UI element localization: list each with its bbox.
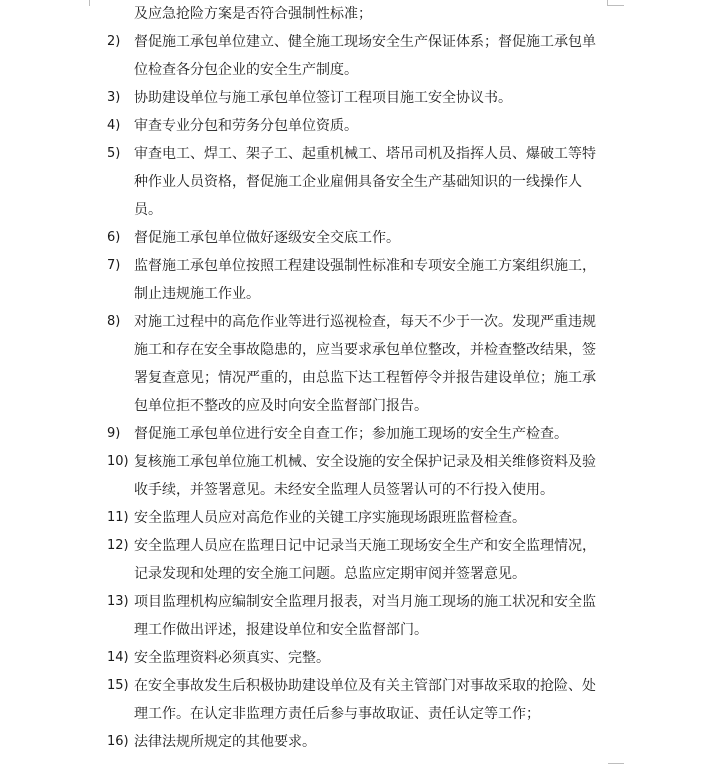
list-item-text-line: 法律法规所规定的其他要求。 bbox=[134, 734, 316, 750]
list-item-text-line: 复核施工承包单位施工机械、安全设施的安全保护记录及相关维修资料及验 bbox=[134, 454, 596, 470]
list-item-text-line: 安全监理人员应在监理日记中记录当天施工现场安全生产和安全监理情况， bbox=[134, 538, 596, 554]
list-item-text-line: 督促施工承包单位做好逐级安全交底工作。 bbox=[134, 230, 400, 246]
list-item-number: 13) bbox=[107, 594, 129, 609]
list-item-number: 5) bbox=[107, 146, 121, 161]
list-item-text-line: 理工作做出评述，报建设单位和安全监督部门。 bbox=[134, 622, 428, 638]
list-item-text-line: 在安全事故发生后积极协助建设单位及有关主管部门对事故采取的抢险、处 bbox=[134, 678, 596, 694]
crop-mark-top-left-vertical bbox=[89, 0, 90, 6]
continuation-line: 及应急抢险方案是否符合强制性标准； bbox=[134, 6, 372, 22]
list-item-text-line: 督促施工承包单位进行安全自查工作；参加施工现场的安全生产检查。 bbox=[134, 426, 568, 442]
crop-mark-bottom-right-horizontal bbox=[608, 763, 624, 764]
list-item-number: 6) bbox=[107, 230, 121, 245]
list-item-number: 11) bbox=[107, 510, 129, 525]
list-item-number: 9) bbox=[107, 426, 121, 441]
list-item-text-line: 制止违规施工作业。 bbox=[134, 286, 260, 302]
list-item-text-line: 项目监理机构应编制安全监理月报表，对当月施工现场的施工状况和安全监 bbox=[134, 594, 596, 610]
list-item-text-line: 记录发现和处理的安全施工问题。总监应定期审阅并签署意见。 bbox=[134, 566, 526, 582]
list-item-text-line: 位检查各分包企业的安全生产制度。 bbox=[134, 62, 358, 78]
crop-mark-top-right-horizontal bbox=[608, 5, 624, 6]
list-item-number: 16) bbox=[107, 734, 129, 749]
list-item-number: 7) bbox=[107, 258, 121, 273]
list-item-text-line: 种作业人员资格，督促施工企业雇佣具备安全生产基础知识的一线操作人 bbox=[134, 174, 582, 190]
list-item-number: 10) bbox=[107, 454, 129, 469]
list-item-number: 4) bbox=[107, 118, 121, 133]
list-item-text-line: 署复查意见；情况严重的，由总监下达工程暂停令并报告建设单位；施工承 bbox=[134, 370, 596, 386]
list-item-text-line: 协助建设单位与施工承包单位签订工程项目施工安全协议书。 bbox=[134, 90, 512, 106]
list-item-number: 2) bbox=[107, 34, 121, 49]
list-item-text-line: 安全监理人员应对高危作业的关键工序实施现场跟班监督检查。 bbox=[134, 510, 526, 526]
list-item-text-line: 包单位拒不整改的应及时向安全监督部门报告。 bbox=[134, 398, 428, 414]
list-item-number: 12) bbox=[107, 538, 129, 553]
list-item-text-line: 监督施工承包单位按照工程建设强制性标准和专项安全施工方案组织施工， bbox=[134, 258, 596, 274]
list-item-text-line: 审查电工、焊工、架子工、起重机械工、塔吊司机及指挥人员、爆破工等特 bbox=[134, 146, 596, 162]
list-item-text-line: 安全监理资料必须真实、完整。 bbox=[134, 650, 330, 666]
list-item-text-line: 督促施工承包单位建立、健全施工现场安全生产保证体系；督促施工承包单 bbox=[134, 34, 596, 50]
list-item-number: 3) bbox=[107, 90, 121, 105]
list-item-text-line: 审查专业分包和劳务分包单位资质。 bbox=[134, 118, 358, 134]
list-item-text-line: 员。 bbox=[134, 202, 162, 218]
list-item-number: 15) bbox=[107, 678, 129, 693]
list-item-text-line: 施工和存在安全事故隐患的，应当要求承包单位整改，并检查整改结果，签 bbox=[134, 342, 596, 358]
list-item-text-line: 理工作。在认定非监理方责任后参与事故取证、责任认定等工作； bbox=[134, 706, 540, 722]
list-item-text-line: 对施工过程中的高危作业等进行巡视检查，每天不少于一次。发现严重违规 bbox=[134, 314, 596, 330]
list-item-number: 14) bbox=[107, 650, 129, 665]
list-item-text-line: 收手续，并签署意见。未经安全监理人员签署认可的不行投入使用。 bbox=[134, 482, 554, 498]
list-item-number: 8) bbox=[107, 314, 121, 329]
